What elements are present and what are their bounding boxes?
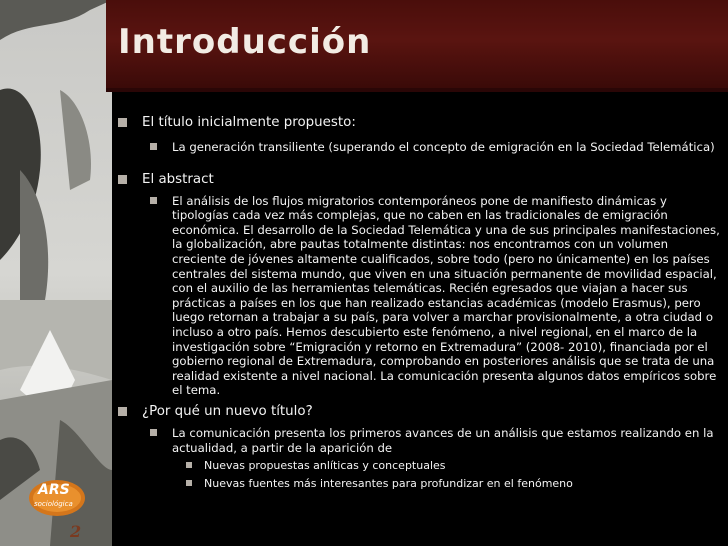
bullet-level2 (112, 140, 724, 155)
bullet-text: El análisis de los flujos migratorios contemporáneos pone de manifiesto dinámicas y tipologías cada vez más complejas, que no caben en las tradicionales de emigración económica. El desarrollo de la Sociedad Telemática y una de sus principales manifestaciones, la globalización, abre pautas totalmente distintas: nos encontramos con un volumen creciente de jóvenes altamente cualificados, sobre todo (pero no únicamente) en los países centrales del sistema mundo, que viven en una situación permanente de movilidad espacial, con el auxilio de las herramientas telemáticas. Recién egresados que viajan a hacer sus prácticas a países en los que han realizado estancias académicas (modelo Erasmus), pero luego retornan a trabajar a su país, para volver a marchar provisionalmente, a otra ciudad o incluso a otro país. Hemos descubierto este fenómeno, a nivel regional, en el marco de la investigación sobre “Emigración y retorno en Extremadura” (2008- 2010), financiada por el gobierno regional de Extremadura, comprobando en posteriores análisis que se trata de una realidad existente a nivel nacional. La comunicación presenta algunos datos empíricos sobre el tema. (172, 193, 720, 398)
slide-title: Introducción (118, 22, 372, 62)
title-divider (106, 88, 728, 92)
bullet-text: El abstract (142, 171, 214, 187)
bullet-text: La comunicación presenta los primeros avances de un análisis que estamos realizando en la actualidad, a partir de la aparición de (172, 425, 714, 455)
bullet-square-icon (118, 407, 127, 416)
bullet-text: El título inicialmente propuesto: (142, 115, 356, 130)
bullet-level3 (112, 477, 724, 491)
bullet-square-icon (118, 118, 127, 127)
page-number: 2 (70, 522, 82, 541)
bullet-level2 (112, 194, 724, 398)
bullet-text: Nuevas fuentes más interesantes para profundizar en el fenómeno (204, 477, 573, 491)
bullet-square-icon (150, 197, 157, 204)
logo-name: ARS (38, 482, 70, 498)
bullet-square-icon (118, 175, 127, 184)
bullet-level2 (112, 426, 724, 455)
bullet-square-icon (150, 143, 157, 150)
slide-content (112, 96, 724, 542)
bullet-text: La generación transiliente (superando el concepto de emigración en la Sociedad Telemática) (172, 140, 715, 154)
logo-subtitle: sociológica (34, 500, 73, 508)
bullet-level1 (112, 403, 724, 420)
bullet-text: ¿Por qué un nuevo título? (142, 403, 313, 419)
bullet-level1 (112, 171, 724, 188)
bullet-square-icon (150, 429, 157, 436)
bullet-level1 (112, 114, 724, 131)
bullet-level3 (112, 459, 724, 473)
bullet-square-icon (186, 480, 192, 486)
bullet-square-icon (186, 462, 192, 468)
background-photo (0, 0, 112, 546)
bullet-text: Nuevas propuestas anlíticas y conceptuales (204, 459, 446, 473)
